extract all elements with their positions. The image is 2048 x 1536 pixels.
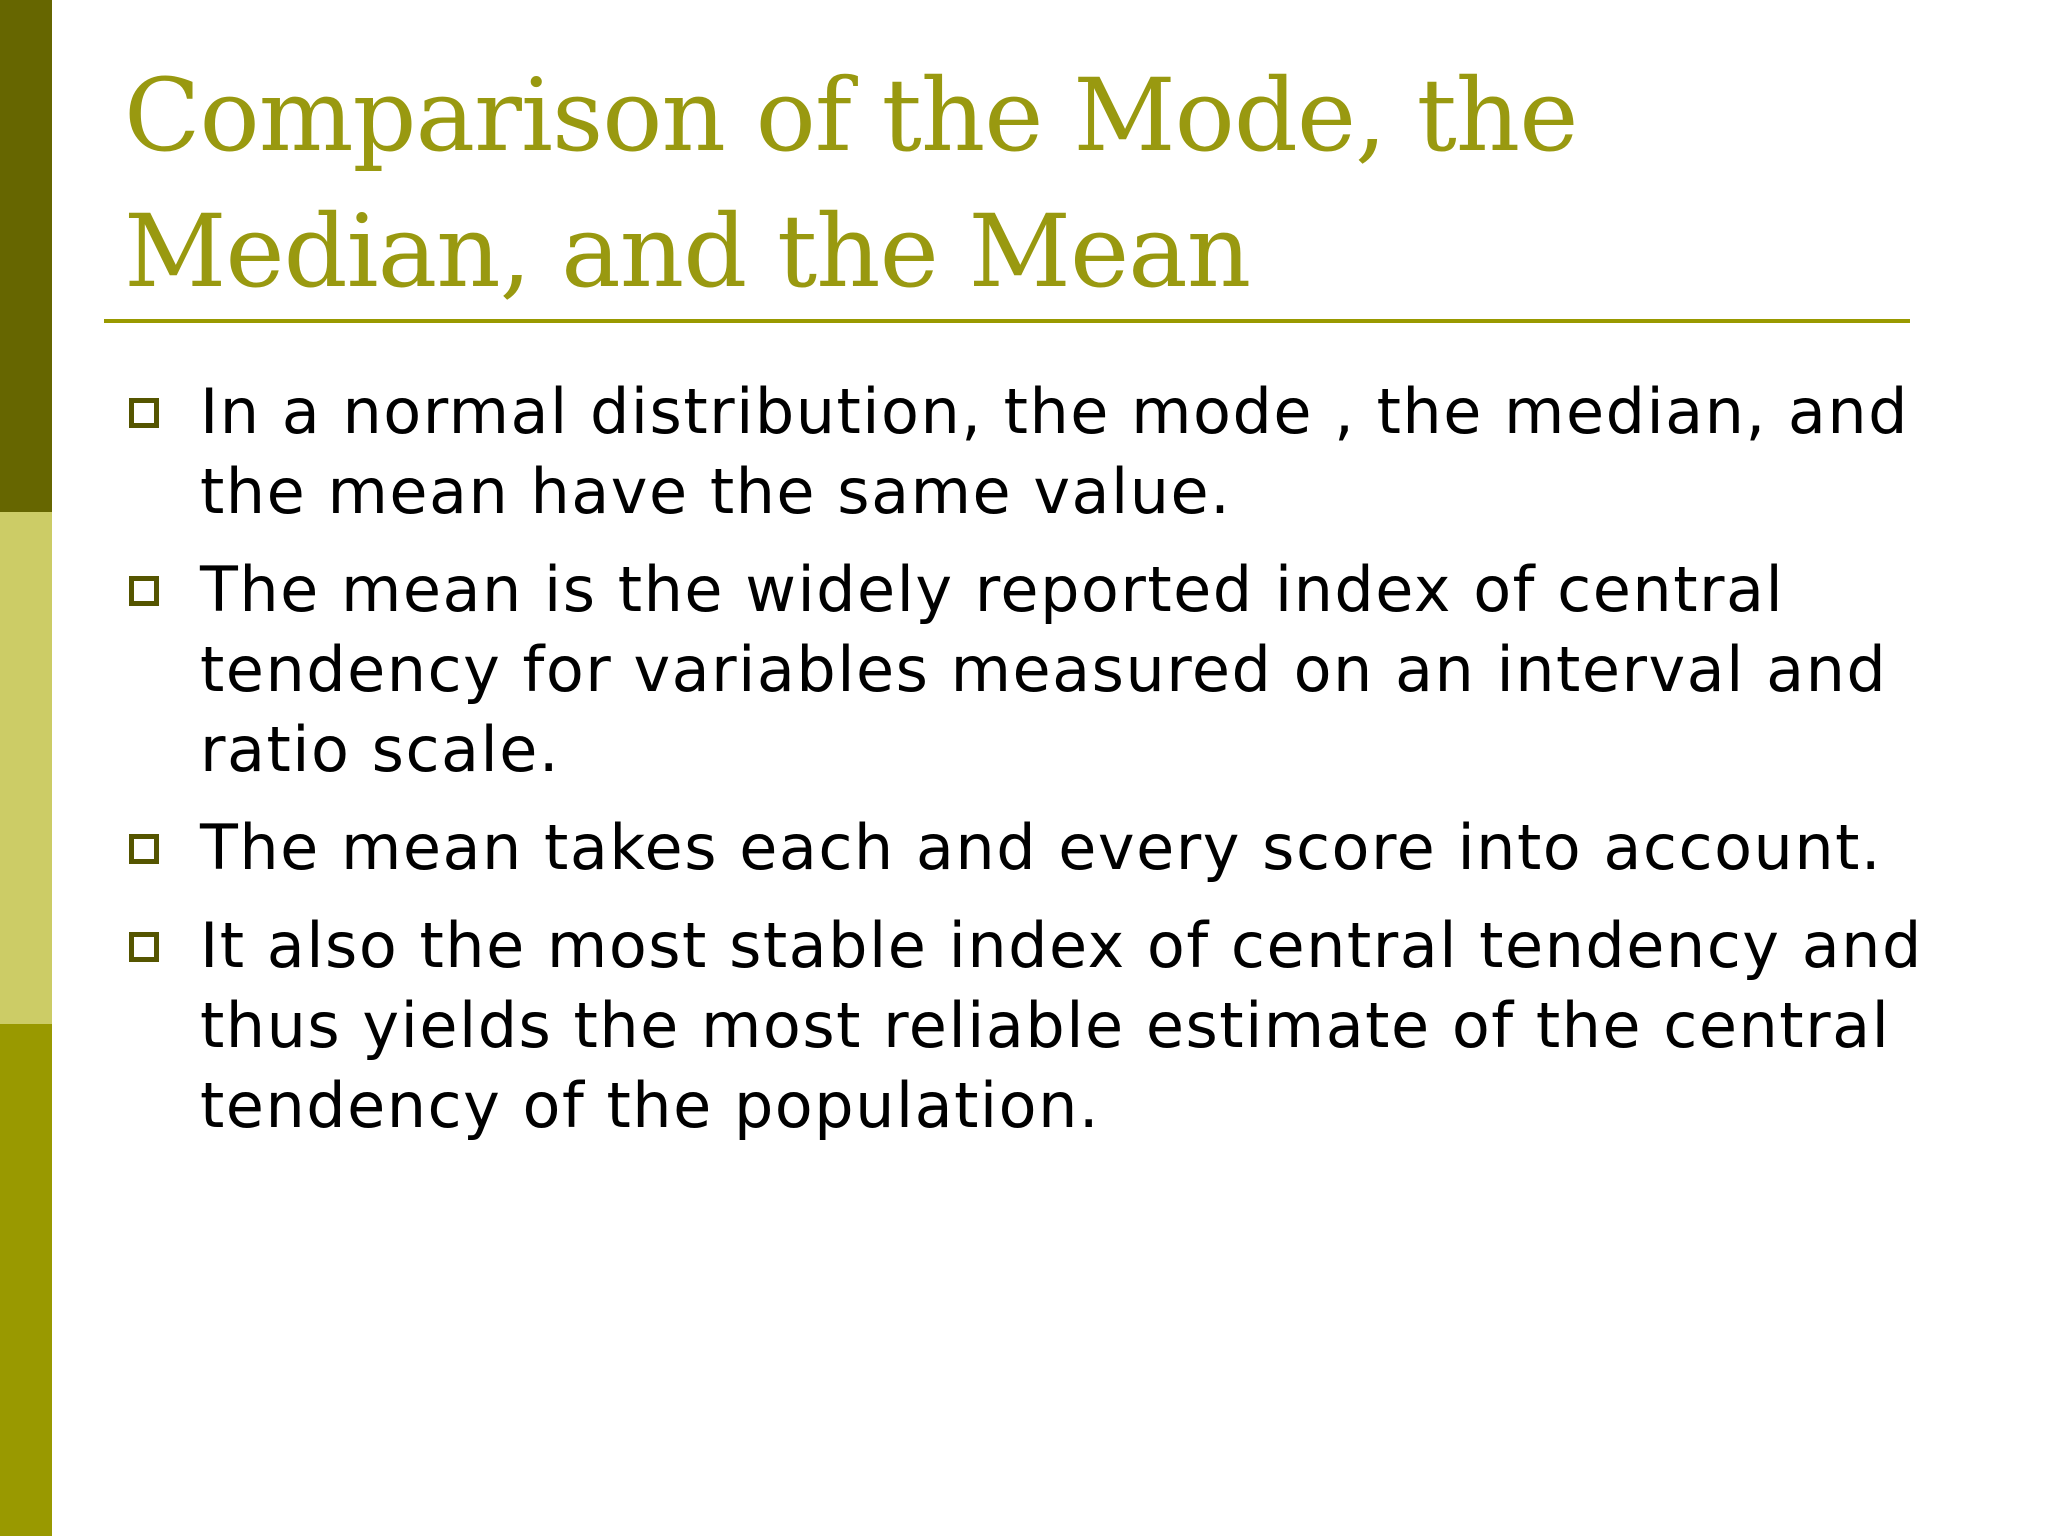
- sidebar-segment-light: [0, 512, 52, 1024]
- bullet-text: The mean takes each and every score into account.: [200, 811, 1883, 884]
- hollow-square-icon: [129, 576, 159, 606]
- hollow-square-icon: [129, 834, 159, 864]
- bullet-list: [124, 372, 1924, 1164]
- bullet-item: [124, 906, 1924, 1146]
- bullet-item: [124, 808, 1924, 888]
- title-divider: [104, 319, 1910, 323]
- sidebar-segment-mid: [0, 1024, 52, 1536]
- bullet-text: The mean is the widely reported index of central tendency for variables measured on an interval and ratio scale.: [200, 553, 1888, 786]
- bullet-item: [124, 372, 1924, 532]
- sidebar-segment-dark: [0, 0, 52, 512]
- bullet-item: [124, 550, 1924, 790]
- bullet-text: In a normal distribution, the mode , the median, and the mean have the same value.: [200, 375, 1910, 528]
- bullet-text: It also the most stable index of central tendency and thus yields the most reliable estimate of the central tendency of the population.: [200, 909, 1923, 1142]
- sidebar-decoration: [0, 0, 52, 1536]
- hollow-square-icon: [129, 398, 159, 428]
- slide-title: Comparison of the Mode, the Median, and the Mean: [124, 57, 1578, 310]
- hollow-square-icon: [129, 932, 159, 962]
